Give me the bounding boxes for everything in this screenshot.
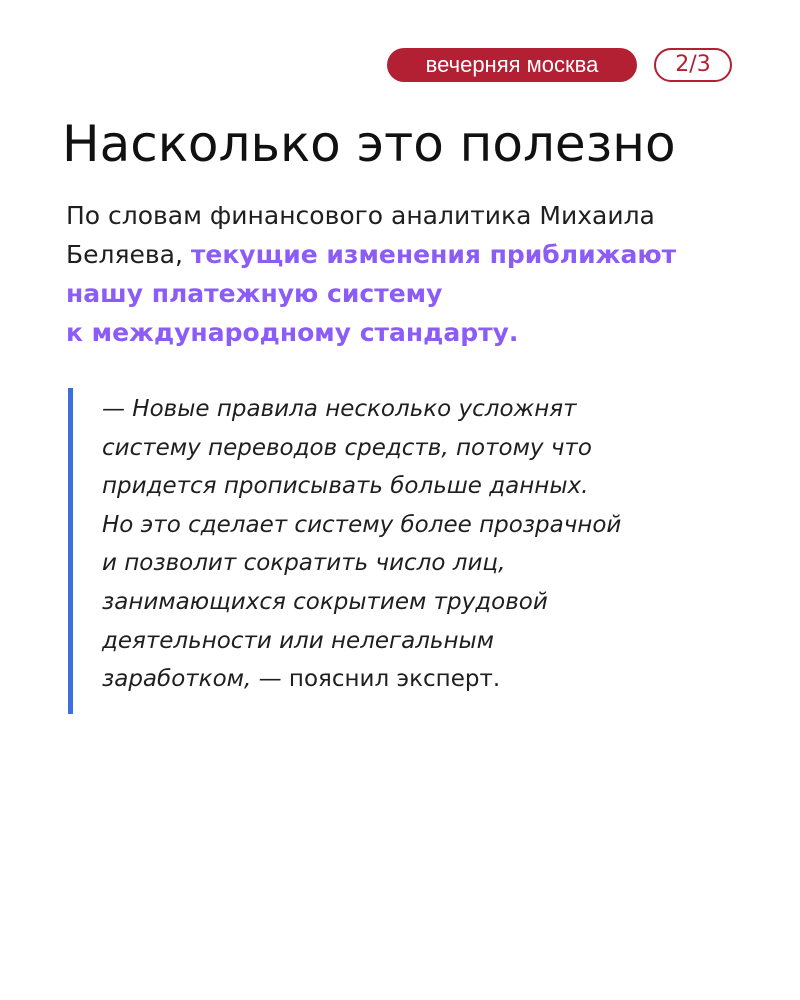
quote-line: — Новые правила несколько усложнят — [102, 396, 577, 422]
lead-text: Беляева, — [66, 240, 191, 269]
page-title: Насколько это полезно — [62, 115, 676, 173]
quote-attribution: пояснил эксперт. — [288, 666, 501, 693]
lead-highlight: нашу платежную систему — [66, 279, 443, 308]
lead-line — [66, 235, 766, 274]
lead-highlight: текущие изменения приближают — [190, 240, 677, 269]
page-counter: 2/3 — [654, 48, 732, 82]
quote-bar — [68, 388, 73, 714]
quote-line: придется прописывать больше данных. — [102, 473, 589, 500]
quote-line — [102, 660, 782, 699]
quote-line: деятельности или нелегальным — [102, 627, 495, 654]
lead-line: По словам финансового аналитика Михаила — [66, 201, 655, 230]
brand-badge: вечерняя москва — [387, 48, 637, 82]
quote-line: занимающихся сокрытием трудовой — [102, 588, 548, 615]
lead-paragraph — [66, 196, 766, 352]
quote-text: заработком, — — [102, 666, 289, 693]
expert-quote — [102, 390, 782, 699]
lead-highlight: к международному стандарту. — [66, 318, 519, 347]
quote-line: и позволит сократить число лиц, — [102, 550, 506, 577]
quote-line: Но это сделает систему более прозрачной — [102, 511, 622, 538]
quote-line: систему переводов средств, потому что — [102, 434, 592, 461]
